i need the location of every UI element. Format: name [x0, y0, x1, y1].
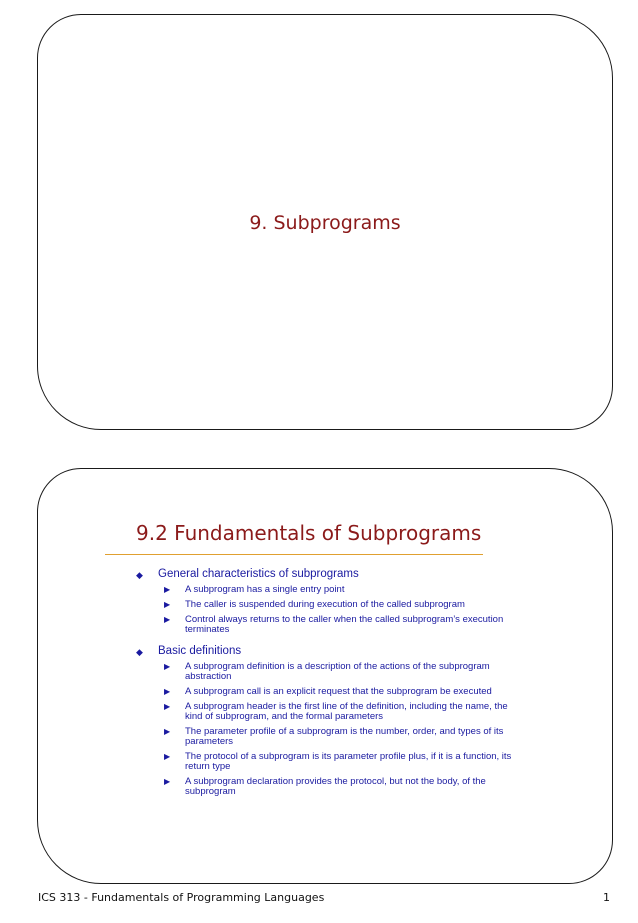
triangle-bullet-icon: ▶ — [164, 727, 171, 736]
page-number: 1 — [603, 891, 610, 904]
list-item-text: A subprogram declaration provides the protocol, but not the body, of the subprogram — [185, 776, 486, 797]
slide-title: 9. Subprograms — [249, 212, 401, 234]
list-item-text: Control always returns to the caller when the called subprogram’s execution terminates — [185, 614, 504, 635]
section-heading — [118, 645, 518, 658]
section-heading-text: Basic definitions — [158, 645, 242, 657]
section-heading — [118, 568, 518, 581]
list-item-text: The protocol of a subprogram is its parameter profile plus, if it is a function, its return type — [185, 751, 512, 772]
triangle-bullet-icon: ▶ — [164, 777, 171, 786]
list-item-text: The parameter profile of a subprogram is the number, order, and types of its parameters — [185, 726, 504, 747]
triangle-bullet-icon: ▶ — [164, 585, 171, 594]
list-item — [118, 662, 525, 682]
title-underline — [105, 554, 483, 555]
list-item-text: A subprogram has a single entry point — [185, 584, 345, 595]
list-item — [118, 615, 525, 635]
diamond-bullet-icon: ◆ — [136, 570, 143, 580]
list-item — [118, 727, 525, 747]
list-item — [118, 585, 525, 595]
list-item — [118, 752, 525, 772]
triangle-bullet-icon: ▶ — [164, 600, 171, 609]
slide-body — [118, 568, 518, 802]
triangle-bullet-icon: ▶ — [164, 687, 171, 696]
section-heading-text: General characteristics of subprograms — [158, 568, 359, 580]
list-item-text: The caller is suspended during execution of the called subprogram — [185, 599, 465, 610]
diamond-bullet-icon: ◆ — [136, 647, 143, 657]
list-item — [118, 702, 525, 722]
content-slide — [37, 468, 613, 884]
footer-course-title: ICS 313 - Fundamentals of Programming Languages — [38, 891, 325, 904]
slide-title: 9.2 Fundamentals of Subprograms — [136, 521, 482, 545]
list-item — [118, 600, 525, 610]
list-item — [118, 777, 525, 797]
list-item-text: A subprogram definition is a description of the actions of the subprogram abstraction — [185, 661, 490, 682]
triangle-bullet-icon: ▶ — [164, 752, 171, 761]
triangle-bullet-icon: ▶ — [164, 662, 171, 671]
triangle-bullet-icon: ▶ — [164, 702, 171, 711]
list-item — [118, 687, 525, 697]
list-item-text: A subprogram header is the first line of the definition, including the name, the kind of subprogram, and the formal parameters — [185, 701, 508, 722]
title-slide — [37, 14, 613, 430]
triangle-bullet-icon: ▶ — [164, 615, 171, 624]
list-item-text: A subprogram call is an explicit request that the subprogram be executed — [185, 686, 492, 697]
